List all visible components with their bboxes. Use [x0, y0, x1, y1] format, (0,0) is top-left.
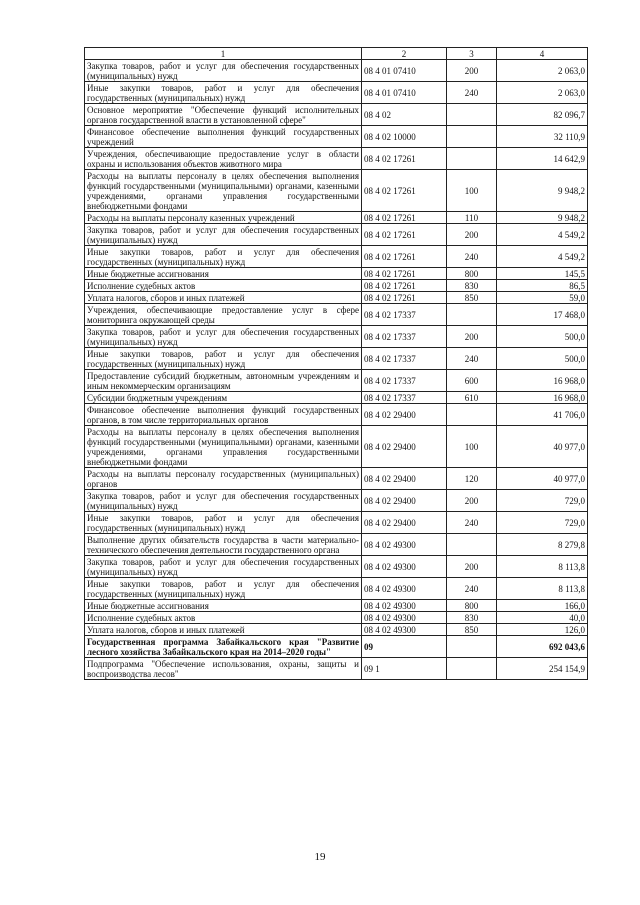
row-name-cell: Иные закупки товаров, работ и услуг для обеспечения государственных (муниципальных) нужд — [85, 82, 362, 104]
table-row — [85, 370, 588, 392]
row-expense-type-cell: 200 — [447, 224, 497, 246]
row-expense-type-cell: 200 — [447, 60, 497, 82]
table-header-row — [85, 48, 588, 60]
table-row — [85, 392, 588, 404]
row-amount-cell: 500,0 — [497, 348, 588, 370]
row-code-cell: 08 4 02 17261 — [362, 148, 447, 170]
row-name-cell: Подпрограмма "Обеспечение использования, охраны, защиты и воспроизводства лесов" — [85, 658, 362, 680]
header-col-4: 4 — [497, 48, 588, 60]
row-amount-cell: 17 468,0 — [497, 304, 588, 326]
row-expense-type-cell — [447, 404, 497, 426]
table-row — [85, 512, 588, 534]
row-expense-type-cell: 240 — [447, 512, 497, 534]
row-code-cell: 08 4 02 17261 — [362, 224, 447, 246]
row-amount-cell: 729,0 — [497, 512, 588, 534]
row-amount-cell: 2 063,0 — [497, 60, 588, 82]
row-name-cell: Закупка товаров, работ и услуг для обеспечения государственных (муниципальных) нужд — [85, 224, 362, 246]
row-code-cell: 08 4 02 29400 — [362, 468, 447, 490]
table-row — [85, 404, 588, 426]
header-col-3: 3 — [447, 48, 497, 60]
table-row — [85, 268, 588, 280]
row-code-cell: 08 4 02 49300 — [362, 556, 447, 578]
row-name-cell: Субсидии бюджетным учреждениям — [85, 392, 362, 404]
row-amount-cell: 8 113,8 — [497, 578, 588, 600]
row-name-cell: Иные бюджетные ассигнования — [85, 600, 362, 612]
row-amount-cell: 692 043,6 — [497, 636, 588, 658]
row-amount-cell: 166,0 — [497, 600, 588, 612]
table-row — [85, 578, 588, 600]
row-name-cell: Закупка товаров, работ и услуг для обеспечения государственных (муниципальных) нужд — [85, 490, 362, 512]
row-amount-cell: 40 977,0 — [497, 426, 588, 468]
row-expense-type-cell: 240 — [447, 348, 497, 370]
row-expense-type-cell: 240 — [447, 578, 497, 600]
row-expense-type-cell — [447, 636, 497, 658]
table-row — [85, 82, 588, 104]
row-name-cell: Закупка товаров, работ и услуг для обеспечения государственных (муниципальных) нужд — [85, 60, 362, 82]
row-code-cell: 09 1 — [362, 658, 447, 680]
row-expense-type-cell: 600 — [447, 370, 497, 392]
table-row — [85, 280, 588, 292]
row-expense-type-cell: 850 — [447, 624, 497, 636]
table-row — [85, 612, 588, 624]
table-row — [85, 636, 588, 658]
row-code-cell: 08 4 02 29400 — [362, 426, 447, 468]
row-amount-cell: 16 968,0 — [497, 392, 588, 404]
row-code-cell: 08 4 02 10000 — [362, 126, 447, 148]
row-amount-cell: 14 642,9 — [497, 148, 588, 170]
row-name-cell: Основное мероприятие "Обеспечение функций исполнительных органов государственной власти в установленной сфере" — [85, 104, 362, 126]
row-expense-type-cell — [447, 534, 497, 556]
row-name-cell: Иные бюджетные ассигнования — [85, 268, 362, 280]
row-code-cell: 08 4 02 17337 — [362, 370, 447, 392]
table-row — [85, 426, 588, 468]
row-amount-cell: 82 096,7 — [497, 104, 588, 126]
row-expense-type-cell: 200 — [447, 490, 497, 512]
row-amount-cell: 32 110,9 — [497, 126, 588, 148]
row-code-cell: 08 4 02 29400 — [362, 512, 447, 534]
row-name-cell: Иные закупки товаров, работ и услуг для обеспечения государственных (муниципальных) нужд — [85, 512, 362, 534]
table-row — [85, 490, 588, 512]
row-code-cell: 08 4 02 17337 — [362, 326, 447, 348]
table-row — [85, 148, 588, 170]
table-row — [85, 534, 588, 556]
row-expense-type-cell: 100 — [447, 426, 497, 468]
row-expense-type-cell — [447, 304, 497, 326]
row-code-cell: 08 4 02 49300 — [362, 600, 447, 612]
row-expense-type-cell: 120 — [447, 468, 497, 490]
row-expense-type-cell: 200 — [447, 556, 497, 578]
row-code-cell: 08 4 02 49300 — [362, 612, 447, 624]
row-expense-type-cell: 800 — [447, 600, 497, 612]
row-code-cell: 08 4 02 29400 — [362, 404, 447, 426]
row-code-cell: 08 4 02 — [362, 104, 447, 126]
row-amount-cell: 16 968,0 — [497, 370, 588, 392]
table-row — [85, 658, 588, 680]
row-expense-type-cell — [447, 148, 497, 170]
row-code-cell: 08 4 02 17261 — [362, 246, 447, 268]
row-expense-type-cell: 830 — [447, 280, 497, 292]
table-row — [85, 60, 588, 82]
table-row — [85, 304, 588, 326]
row-amount-cell: 9 948,2 — [497, 212, 588, 224]
row-name-cell: Иные закупки товаров, работ и услуг для обеспечения государственных (муниципальных) нужд — [85, 578, 362, 600]
row-expense-type-cell: 100 — [447, 170, 497, 212]
table-row — [85, 246, 588, 268]
table-row — [85, 224, 588, 246]
row-amount-cell: 8 279,8 — [497, 534, 588, 556]
row-amount-cell: 126,0 — [497, 624, 588, 636]
row-name-cell: Учреждения, обеспечивающие предоставление услуг в сфере мониторинга окружающей среды — [85, 304, 362, 326]
row-name-cell: Расходы на выплаты персоналу казенных учреждений — [85, 212, 362, 224]
table-row — [85, 212, 588, 224]
row-expense-type-cell: 610 — [447, 392, 497, 404]
row-name-cell: Расходы на выплаты персоналу в целях обеспечения выполнения функций государственными (муниципальными) органами, казенными учреждениями, органами управления государственными внебюджетными фондами — [85, 426, 362, 468]
row-expense-type-cell — [447, 658, 497, 680]
table-row — [85, 348, 588, 370]
row-expense-type-cell: 830 — [447, 612, 497, 624]
row-code-cell: 08 4 02 49300 — [362, 534, 447, 556]
row-name-cell: Финансовое обеспечение выполнения функций государственных учреждений — [85, 126, 362, 148]
row-code-cell: 08 4 02 49300 — [362, 578, 447, 600]
row-code-cell: 08 4 01 07410 — [362, 82, 447, 104]
row-code-cell: 08 4 02 17261 — [362, 292, 447, 304]
row-name-cell: Уплата налогов, сборов и иных платежей — [85, 292, 362, 304]
page-number: 19 — [314, 851, 326, 863]
row-name-cell: Предоставление субсидий бюджетным, автономным учреждениям и иным некоммерческим организациям — [85, 370, 362, 392]
row-amount-cell: 500,0 — [497, 326, 588, 348]
row-name-cell: Иные закупки товаров, работ и услуг для обеспечения государственных (муниципальных) нужд — [85, 348, 362, 370]
row-amount-cell: 8 113,8 — [497, 556, 588, 578]
row-code-cell: 08 4 02 17337 — [362, 304, 447, 326]
row-expense-type-cell: 850 — [447, 292, 497, 304]
row-amount-cell: 86,5 — [497, 280, 588, 292]
row-amount-cell: 4 549,2 — [497, 246, 588, 268]
row-expense-type-cell — [447, 126, 497, 148]
row-name-cell: Государственная программа Забайкальского края "Развитие лесного хозяйства Забайкальского края на 2014–2020 годы" — [85, 636, 362, 658]
row-name-cell: Исполнение судебных актов — [85, 612, 362, 624]
row-code-cell: 08 4 02 17261 — [362, 170, 447, 212]
row-expense-type-cell — [447, 104, 497, 126]
row-amount-cell: 41 706,0 — [497, 404, 588, 426]
table-row — [85, 170, 588, 212]
header-col-1: 1 — [85, 48, 362, 60]
row-code-cell: 08 4 02 17337 — [362, 348, 447, 370]
header-col-2: 2 — [362, 48, 447, 60]
row-amount-cell: 729,0 — [497, 490, 588, 512]
row-amount-cell: 2 063,0 — [497, 82, 588, 104]
table-row — [85, 104, 588, 126]
table-row — [85, 600, 588, 612]
table-row — [85, 556, 588, 578]
row-expense-type-cell: 240 — [447, 246, 497, 268]
row-name-cell: Уплата налогов, сборов и иных платежей — [85, 624, 362, 636]
row-amount-cell: 254 154,9 — [497, 658, 588, 680]
row-amount-cell: 4 549,2 — [497, 224, 588, 246]
row-name-cell: Закупка товаров, работ и услуг для обеспечения государственных (муниципальных) нужд — [85, 326, 362, 348]
row-code-cell: 08 4 02 17337 — [362, 392, 447, 404]
table-row — [85, 624, 588, 636]
row-amount-cell: 40 977,0 — [497, 468, 588, 490]
row-expense-type-cell: 800 — [447, 268, 497, 280]
row-code-cell: 09 — [362, 636, 447, 658]
row-code-cell: 08 4 02 17261 — [362, 212, 447, 224]
table-row — [85, 468, 588, 490]
row-code-cell: 08 4 01 07410 — [362, 60, 447, 82]
budget-table — [84, 47, 588, 680]
row-expense-type-cell: 110 — [447, 212, 497, 224]
table-row — [85, 326, 588, 348]
row-name-cell: Расходы на выплаты персоналу государственных (муниципальных) органов — [85, 468, 362, 490]
row-code-cell: 08 4 02 17261 — [362, 280, 447, 292]
row-amount-cell: 145,5 — [497, 268, 588, 280]
table-row — [85, 292, 588, 304]
row-name-cell: Иные закупки товаров, работ и услуг для обеспечения государственных (муниципальных) нужд — [85, 246, 362, 268]
row-name-cell: Учреждения, обеспечивающие предоставление услуг в области охраны и использования объектов животного мира — [85, 148, 362, 170]
row-code-cell: 08 4 02 17261 — [362, 268, 447, 280]
row-expense-type-cell: 240 — [447, 82, 497, 104]
row-code-cell: 08 4 02 49300 — [362, 624, 447, 636]
row-name-cell: Расходы на выплаты персоналу в целях обеспечения выполнения функций государственными (муниципальными) органами, казенными учреждениями, органами управления государственными внебюджетными фондами — [85, 170, 362, 212]
row-name-cell: Исполнение судебных актов — [85, 280, 362, 292]
row-code-cell: 08 4 02 29400 — [362, 490, 447, 512]
row-name-cell: Выполнение других обязательств государства в части материально-технического обеспечения деятельности государственного органа — [85, 534, 362, 556]
row-name-cell: Закупка товаров, работ и услуг для обеспечения государственных (муниципальных) нужд — [85, 556, 362, 578]
table-row — [85, 126, 588, 148]
row-amount-cell: 59,0 — [497, 292, 588, 304]
row-amount-cell: 9 948,2 — [497, 170, 588, 212]
row-name-cell: Финансовое обеспечение выполнения функций государственных органов, в том числе территориальных органов — [85, 404, 362, 426]
row-amount-cell: 40,0 — [497, 612, 588, 624]
budget-document — [84, 47, 587, 680]
row-expense-type-cell: 200 — [447, 326, 497, 348]
table-body — [85, 60, 588, 680]
